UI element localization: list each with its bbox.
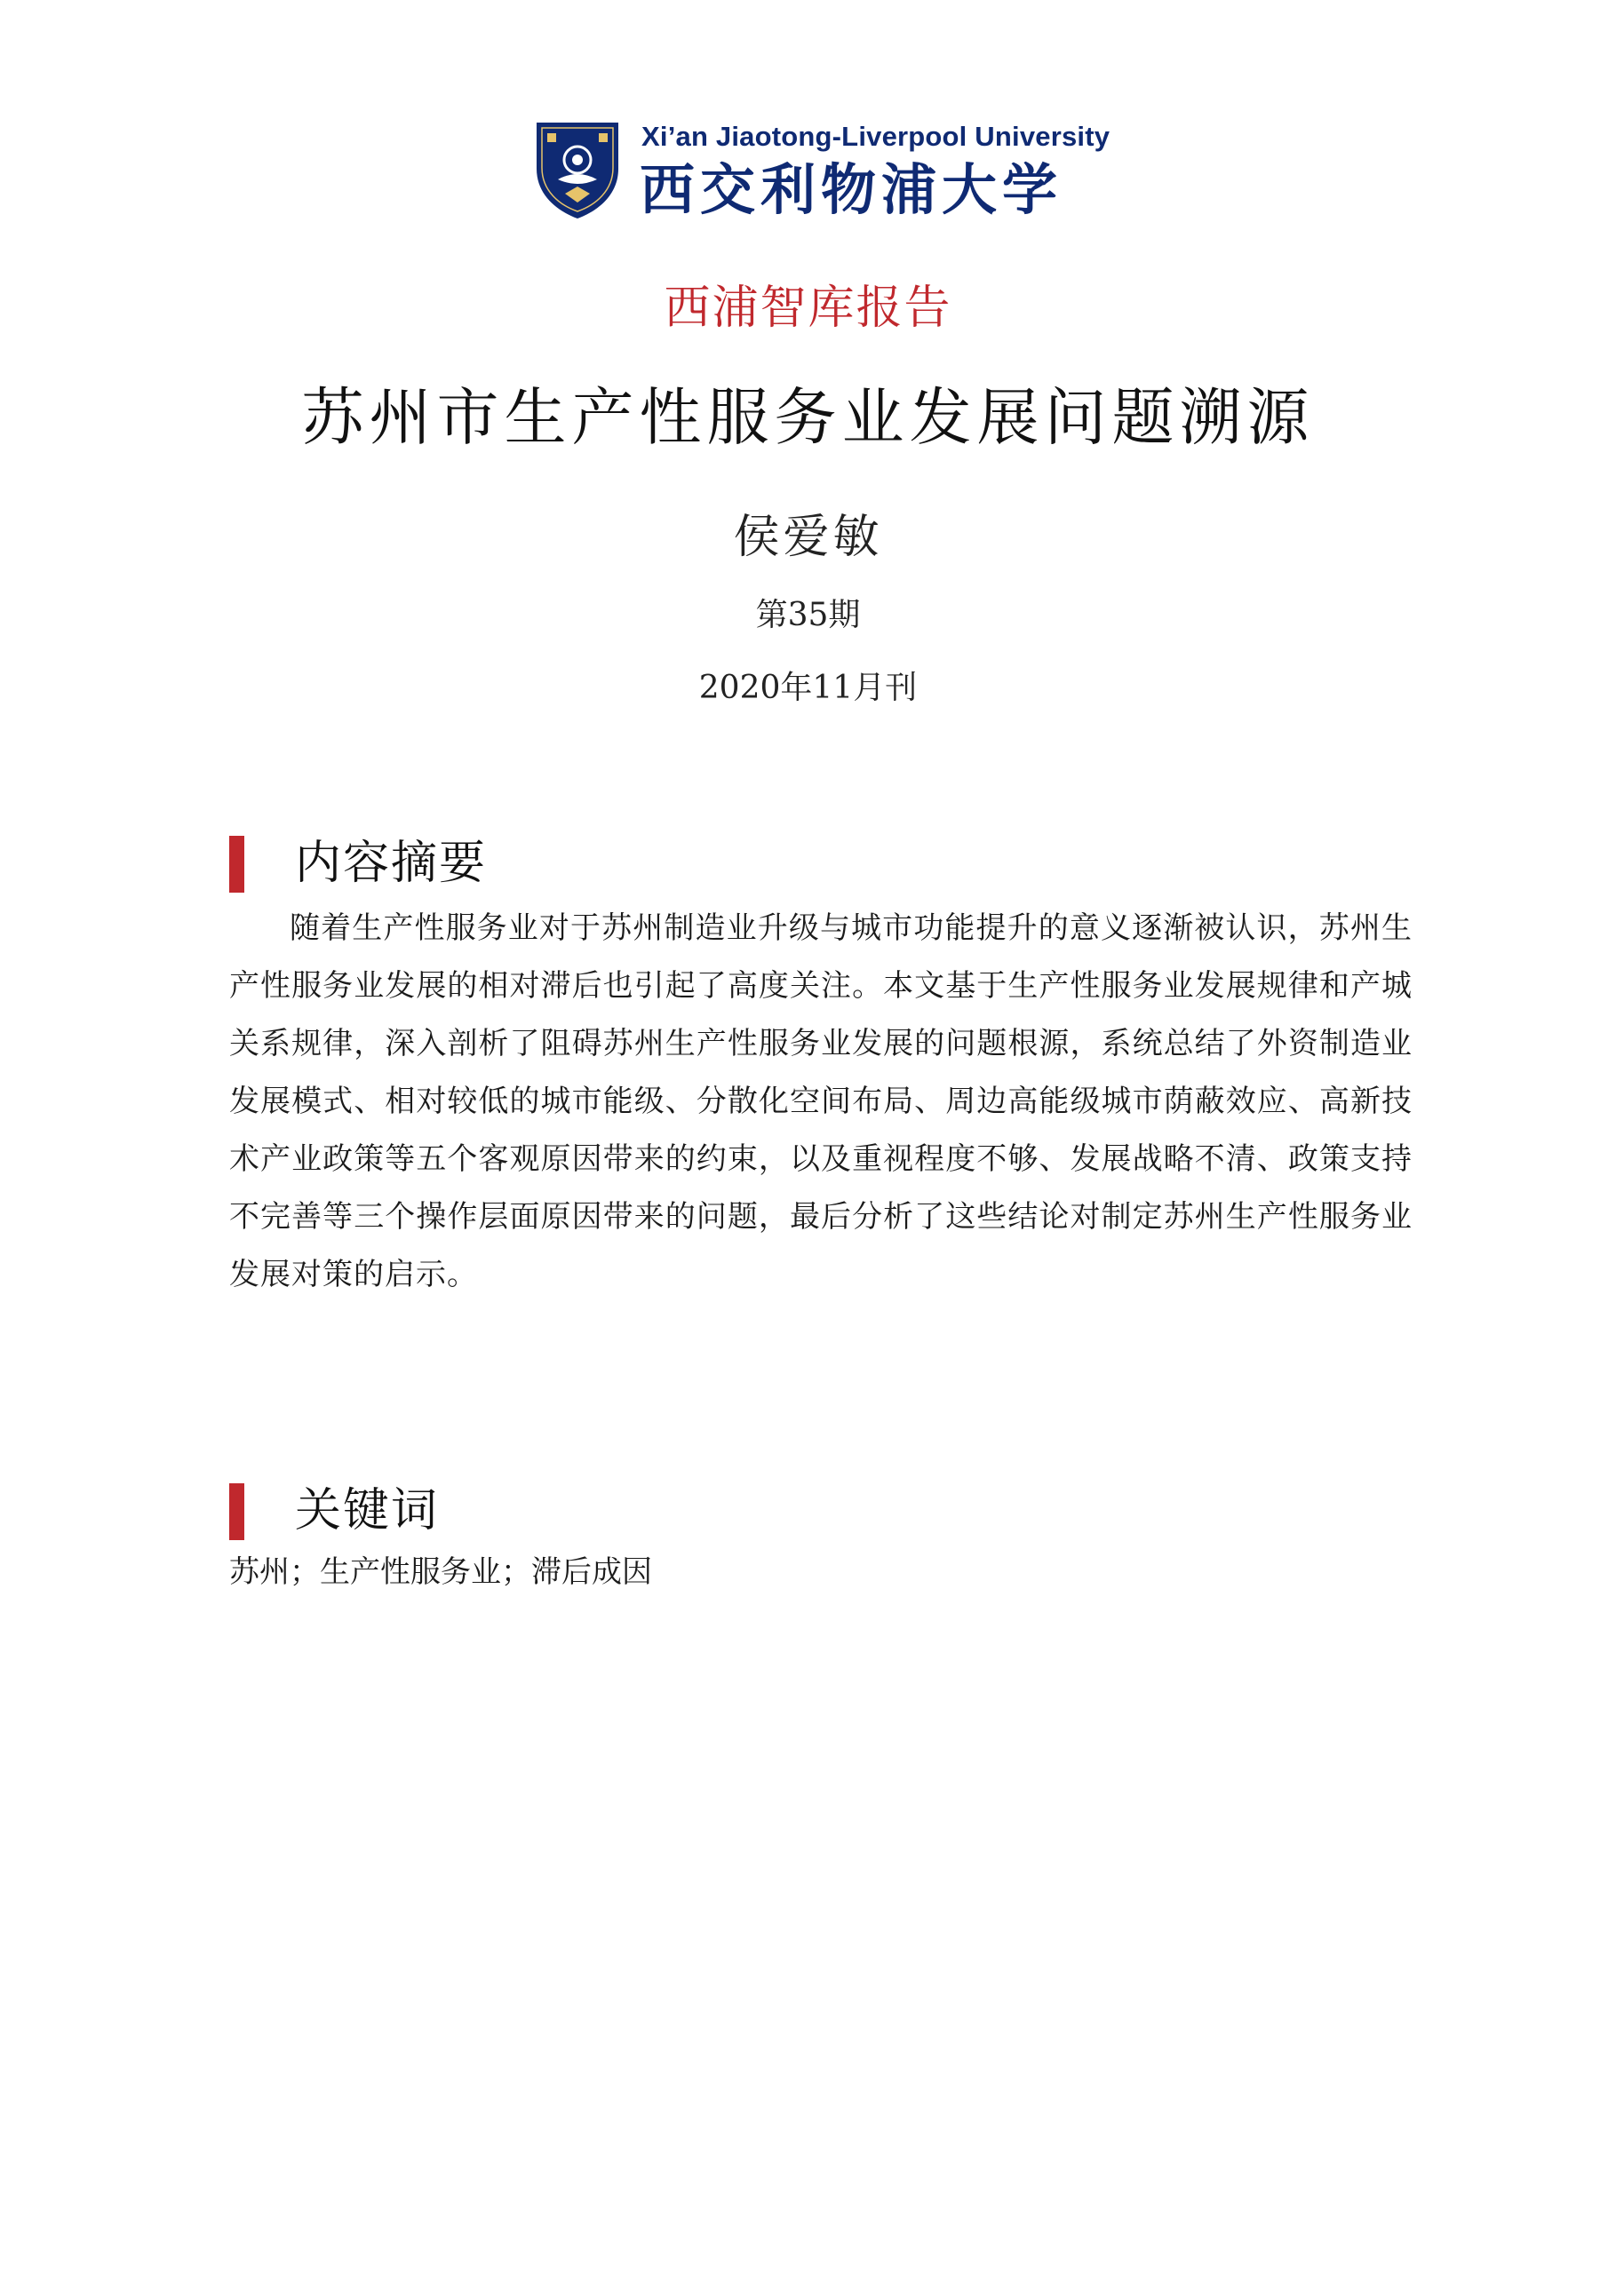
abstract-text: 随着生产性服务业对于苏州制造业升级与城市功能提升的意义逐渐被认识，苏州生产性服务业发展的相对滞后也引起了高度关注。本文基于生产性服务业发展规律和产城关系规律，深入剖析了阻碍苏州生产性服务业发展的问题根源，系统总结了外资制造业发展模式、相对较低的城市能级、分散化空间布局、周边高能级城市荫蔽效应、高新技术产业政策等五个客观原因带来的约束，以及重视程度不够、发展战略不清、政策支持不完善等三个操作层面原因带来的问题，最后分析了这些结论对制定苏州生产性服务业发展对策的启示。 [229, 910, 1413, 1292]
section-accent-bar [229, 836, 244, 893]
university-logo [533, 117, 1111, 224]
abstract-heading-label: 内容摘要 [295, 837, 488, 890]
report-series: 西浦智库报告 [664, 282, 952, 335]
report-title: 苏州市生产性服务业发展问题溯源 [301, 381, 1315, 454]
section-accent-bar [229, 1483, 244, 1540]
university-name-cn: 西交利物浦大学 [640, 157, 1063, 222]
university-shield-icon [533, 117, 622, 222]
keywords-heading [229, 1483, 762, 1540]
abstract-heading [229, 836, 762, 893]
keywords-text: 苏州；生产性服务业；滞后成因 [229, 1554, 652, 1590]
report-date: 2020年11月刊 [698, 670, 918, 706]
report-author: 侯爱敏 [733, 511, 883, 564]
university-name-en: Xi’an Jiaotong-Liverpool University [641, 121, 1111, 152]
keywords-heading-label: 关键词 [295, 1484, 440, 1537]
report-issue: 第35期 [755, 597, 861, 633]
